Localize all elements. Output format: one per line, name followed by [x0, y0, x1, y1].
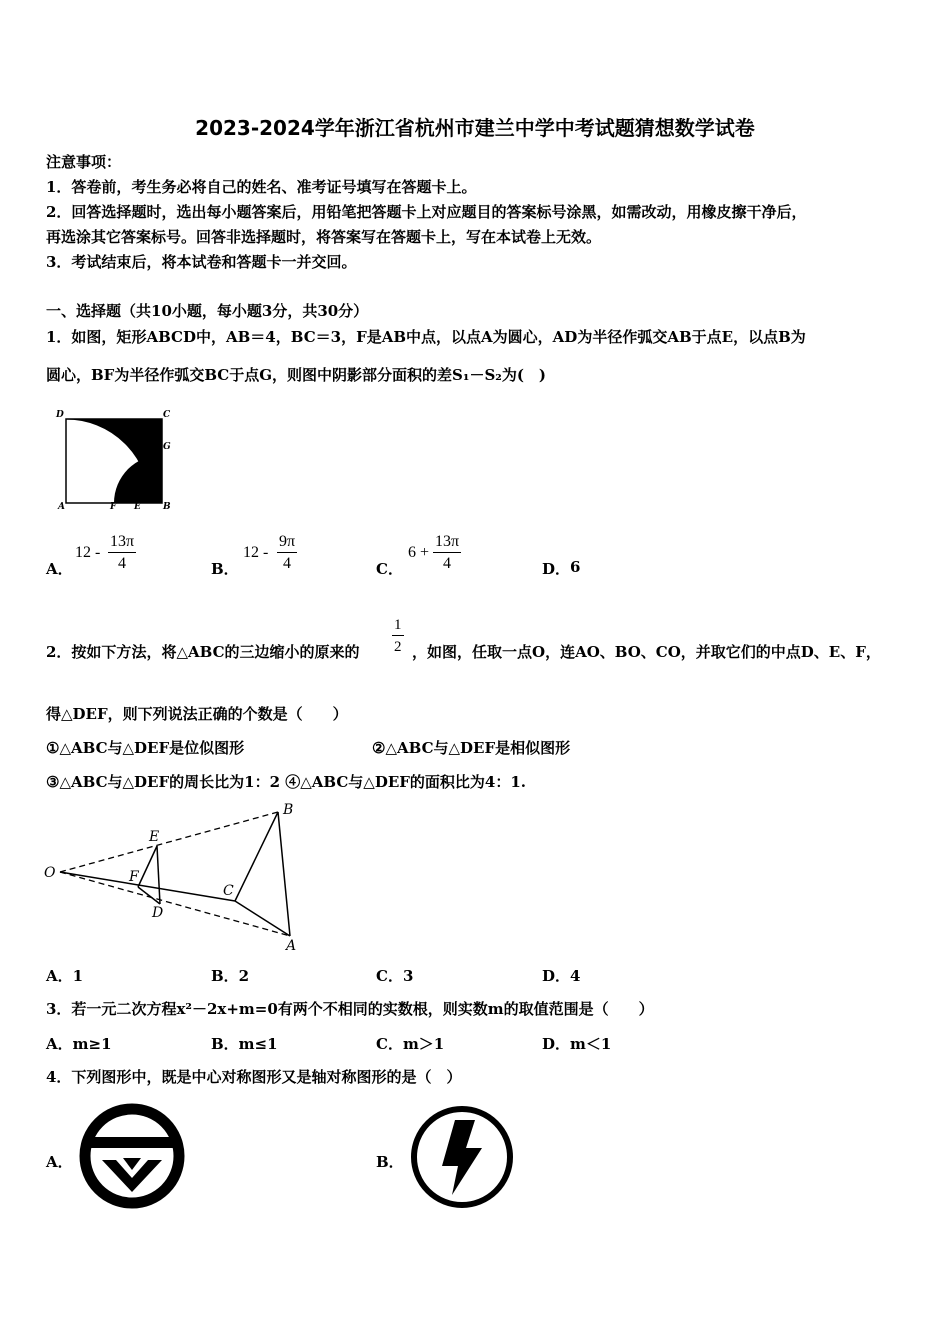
notes-line-1: 1．答卷前，考生务必将自己的姓名、准考证号填写在答题卡上。 [46, 178, 477, 196]
q4-text: 4．下列图形中，既是中心对称图形又是轴对称图形的是（ ） [46, 1068, 462, 1086]
fig1-label-g: G [163, 442, 171, 452]
q3-option-a: A．m≥1 [46, 1035, 112, 1053]
notes-line-3: 3．考试结束后，将本试卷和答题卡一并交回。 [46, 253, 357, 271]
fig2-label-f: F [129, 869, 139, 885]
fig2-label-c: C [223, 883, 234, 899]
q1-rectangle-figure [52, 405, 177, 510]
section-heading: 一、选择题（共10小题，每小题3分，共30分） [46, 302, 369, 320]
q2-text-line-2: 得△DEF，则下列说法正确的个数是（ ） [46, 705, 348, 723]
q2-statement-2: ②△ABC与△DEF是相似图形 [372, 739, 571, 757]
q1-option-b-fraction [277, 532, 297, 575]
q3-option-b: B．m≤1 [211, 1035, 278, 1053]
q2-fraction-numerator: 1 [392, 615, 404, 636]
q1-option-c-fraction [433, 532, 461, 575]
notes-line-2a: 2．回答选择题时，选出每小题答案后，用铅笔把答题卡上对应题目的答案标号涂黑，如需改动，用橡皮擦干净后， [46, 203, 807, 221]
fig1-label-b: B [163, 502, 171, 510]
q2-statement-1: ①△ABC与△DEF是位似图形 [46, 739, 245, 757]
fig2-label-d: D [152, 905, 164, 921]
q2-fraction-denominator: 2 [394, 639, 402, 655]
fig1-label-c: C [163, 410, 171, 420]
q1-option-d-label: D． [542, 560, 571, 578]
page-title: 2023-2024学年浙江省杭州市建兰中学中考试题猜想数学试卷 [195, 116, 755, 140]
q2-option-c: C．3 [376, 967, 414, 985]
fig2-label-a: A [286, 938, 297, 954]
fig2-label-b: B [283, 802, 294, 818]
q4-option-a-emblem-icon [76, 1100, 188, 1212]
fig2-label-e: E [149, 829, 160, 845]
fig1-label-e: E [134, 502, 141, 510]
fig2-label-o: O [44, 865, 56, 881]
q1-option-c-denominator: 4 [443, 555, 452, 572]
q1-option-a-fraction [108, 532, 136, 575]
q3-option-c: C．m＞1 [376, 1035, 445, 1053]
q1-option-b-label: B． [211, 560, 239, 578]
q2-homothety-figure [40, 798, 310, 958]
q1-option-c-label: C． [376, 560, 403, 578]
fig1-label-f: F [110, 502, 117, 510]
q2-option-a: A．1 [46, 967, 84, 985]
q1-option-c-prefix: 6 + [408, 544, 430, 561]
q1-option-b-denominator: 4 [283, 555, 292, 572]
q2-option-b: B．2 [211, 967, 250, 985]
q4-option-b-label: B． [376, 1153, 404, 1171]
q1-option-d-value: 6 [570, 558, 581, 576]
q2-text-line-1b: ，如图，任取一点O，连AO、BO、CO，并取它们的中点D、E、F， [412, 643, 881, 661]
fig1-label-a: A [58, 502, 65, 510]
q1-option-a-numerator: 13π [108, 532, 136, 553]
q2-text-line-1a: 2．按如下方法，将△ABC的三边缩小的原来的 [46, 643, 360, 661]
q2-statement-3-4: ③△ABC与△DEF的周长比为1：2 ④△ABC与△DEF的面积比为4：1. [46, 773, 527, 791]
notes-heading: 注意事项： [46, 153, 122, 171]
q2-option-d: D．4 [542, 967, 581, 985]
fig1-label-d: D [56, 410, 64, 420]
q1-option-a-denominator: 4 [118, 555, 127, 572]
q1-option-b-numerator: 9π [277, 532, 297, 553]
notes-line-2b: 再选涂其它答案标号。回答非选择题时，将答案写在答题卡上，写在本试卷上无效。 [46, 228, 602, 246]
q1-text-line-2: 圆心，BF为半径作弧交BC于点G，则图中阴影部分面积的差S₁－S₂为( ) [46, 366, 547, 384]
q1-option-c-numerator: 13π [433, 532, 461, 553]
q1-option-b-prefix: 12 - [243, 544, 269, 561]
q1-option-a-label: A． [46, 560, 73, 578]
q1-option-a-prefix: 12 - [75, 544, 101, 561]
q4-option-b-lightning-icon [405, 1100, 519, 1214]
q4-option-a-label: A． [46, 1153, 73, 1171]
q1-text-line-1: 1．如图，矩形ABCD中，AB＝4，BC＝3，F是AB中点，以点A为圆心，AD为半径作弧交AB于点E，以点B为 [46, 328, 806, 346]
q3-option-d: D．m＜1 [542, 1035, 612, 1053]
q3-text: 3．若一元二次方程x²－2x+m=0有两个不相同的实数根，则实数m的取值范围是（ ） [46, 1000, 654, 1018]
q2-fraction [392, 615, 404, 658]
